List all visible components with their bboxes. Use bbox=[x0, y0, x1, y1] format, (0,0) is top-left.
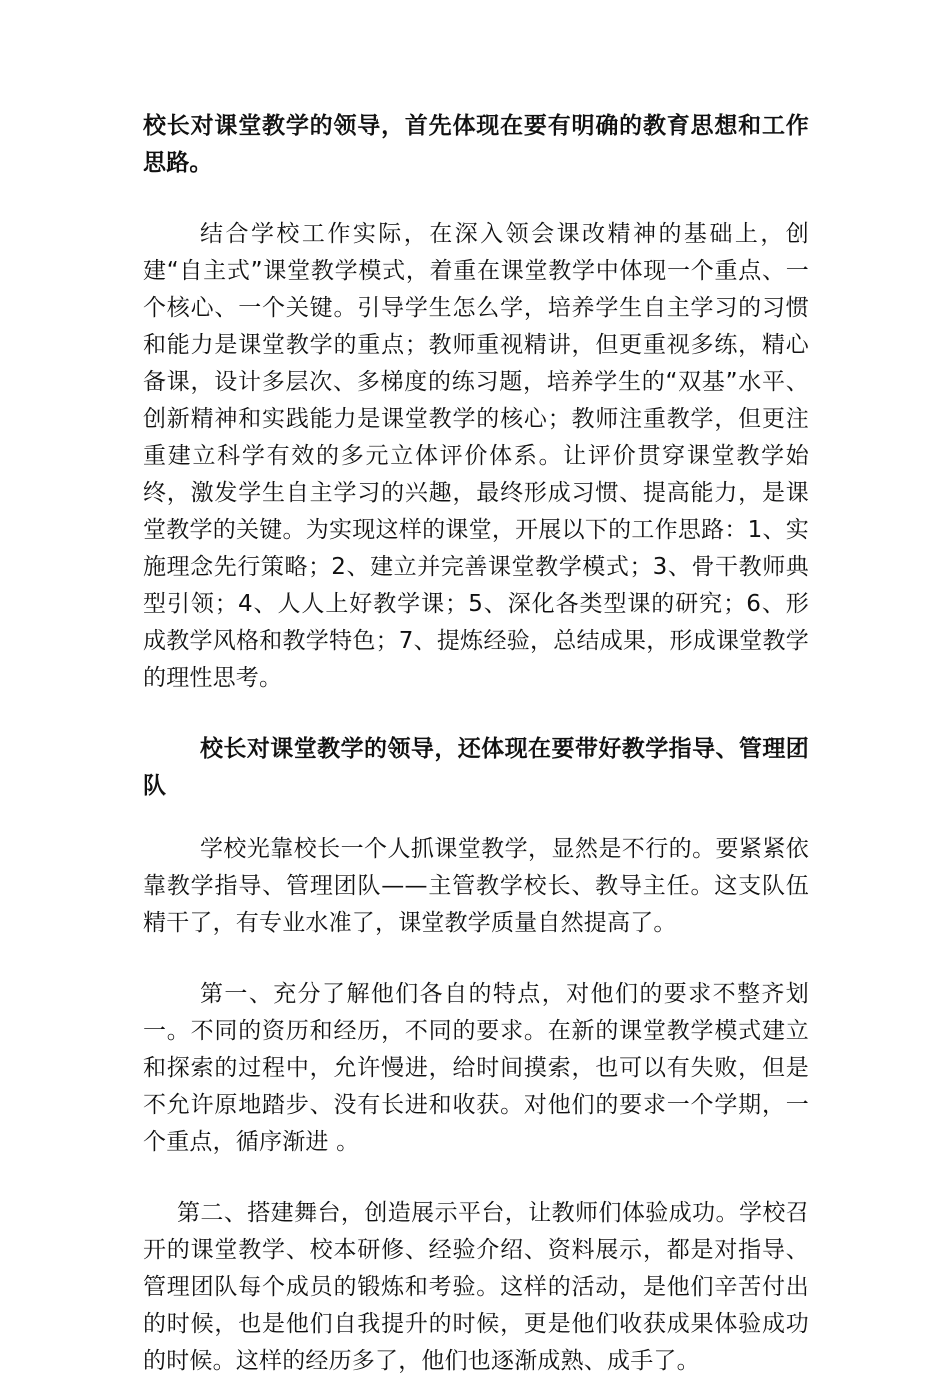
paragraph-rely-on-team: 学校光靠校长一个人抓课堂教学，显然是不行的。要紧紧依靠教学指导、管理团队——主管教学校长、教导主任。这支队伍精干了，有专业水准了，课堂教学质量自然提高了。 bbox=[143, 836, 809, 936]
section-heading-management-team: 校长对课堂教学的领导，还体现在要带好教学指导、管理团队 bbox=[143, 736, 809, 799]
paragraph-first-point: 第一、充分了解他们各自的特点，对他们的要求不整齐划一。不同的资历和经历，不同的要求。在新的课堂教学模式建立和探索的过程中，允许慢进，给时间摸索，也可以有失败，但是不允许原地踏步、没有长进和收获。对他们的要求一个学期，一个重点，循序渐进 。 bbox=[143, 981, 809, 1155]
document-body bbox=[143, 108, 809, 1380]
section-heading-leadership-ideas: 校长对课堂教学的领导，首先体现在要有明确的教育思想和工作思路。 bbox=[143, 113, 809, 176]
paragraph-second-point: 第二、搭建舞台，创造展示平台，让教师们体验成功。学校召开的课堂教学、校本研修、经验介绍、资料展示，都是对指导、管理团队每个成员的锻炼和考验。这样的活动，是他们辛苦付出的时候，也是他们自我提升的时候，更是他们收获成果体验成功的时候。这样的经历多了，他们也逐渐成熟、成手了。 bbox=[143, 1200, 809, 1374]
paragraph-teaching-model: 结合学校工作实际，在深入领会课改精神的基础上，创建“自主式”课堂教学模式，着重在课堂教学中体现一个重点、一个核心、一个关键。引导学生怎么学，培养学生自主学习的习惯和能力是课堂教学的重点；教师重视精讲，但更重视多练，精心备课，设计多层次、多梯度的练习题，培养学生的“双基”水平、创新精神和实践能力是课堂教学的核心；教师注重教学，但更注重建立科学有效的多元立体评价体系。让评价贯穿课堂教学始终，激发学生自主学习的兴趣，最终形成习惯、提高能力，是课堂教学的关键。为实现这样的课堂，开展以下的工作思路：1、实施理念先行策略；2、建立并完善课堂教学模式；3、骨干教师典型引领；4、人人上好教学课；5、深化各类型课的研究；6、形成教学风格和教学特色；7、提炼经验，总结成果，形成课堂教学的理性思考。 bbox=[143, 221, 809, 691]
